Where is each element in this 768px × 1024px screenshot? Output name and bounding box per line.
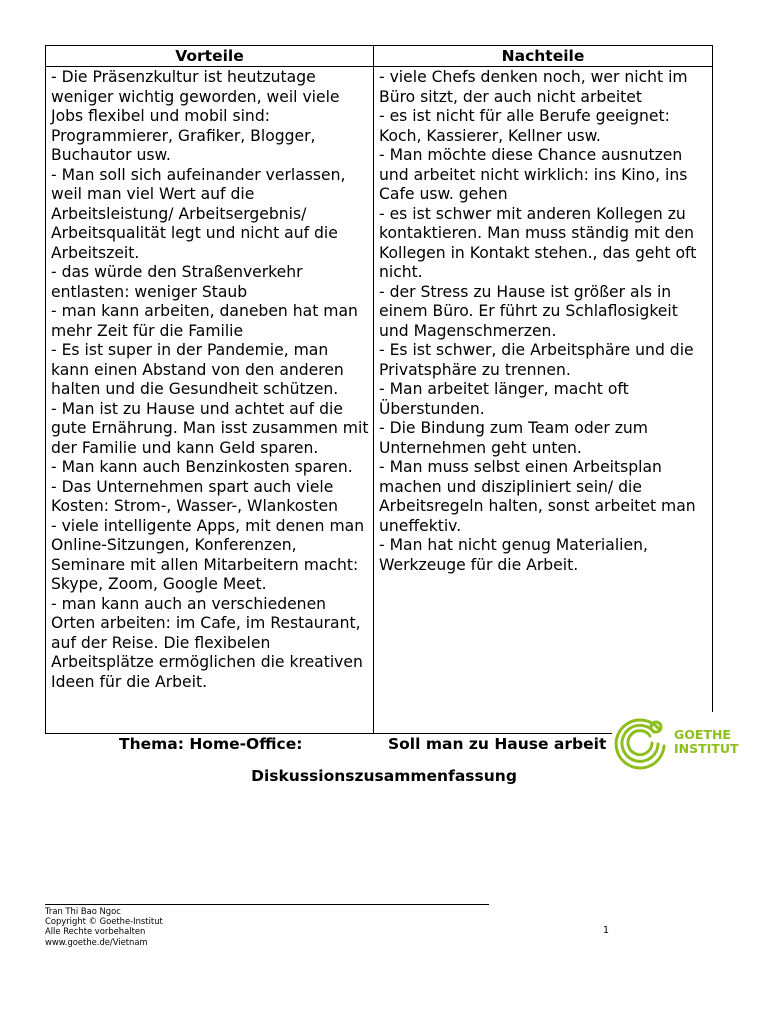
footer-copyright: Copyright © Goethe-Institut bbox=[45, 916, 163, 927]
footer bbox=[45, 906, 163, 947]
theme-title: Thema: Home-Office: bbox=[119, 735, 303, 753]
con-point: - Man arbeitet länger, macht oft Überstunden. bbox=[379, 380, 629, 418]
goethe-spiral-icon bbox=[612, 714, 672, 770]
footer-url: www.goethe.de/Vietnam bbox=[45, 936, 148, 947]
footer-author: Tran Thi Bao Ngoc bbox=[45, 906, 121, 916]
con-point: - Man möchte diese Chance ausnutzen und arbeitet nicht wirklich: ins Kino, ins Cafe usw. gehen bbox=[379, 146, 688, 203]
pros-cell bbox=[46, 67, 374, 734]
pro-point: - Man ist zu Hause und achtet auf die gute Ernährung. Man isst zusammen mit der Familie und kann Geld sparen. bbox=[51, 399, 369, 457]
con-point: - Es ist schwer, die Arbeitsphäre und die Privatsphäre zu trennen. bbox=[379, 341, 694, 379]
goethe-institut-logo bbox=[612, 712, 768, 772]
pro-point: - man kann arbeiten, daneben hat man mehr Zeit für die Familie bbox=[51, 302, 358, 340]
logo-line-2: INSTITUT bbox=[674, 741, 739, 756]
page-number: 1 bbox=[603, 925, 610, 936]
cons-cell bbox=[374, 67, 713, 734]
pro-point: - Es ist super in der Pandemie, man kann einen Abstand von den anderen halten und die Gesundheit schützen. bbox=[51, 341, 344, 398]
con-point: - viele Chefs denken noch, wer nicht im Büro sitzt, der auch nicht arbeitet bbox=[379, 68, 688, 106]
con-point: - es ist nicht für alle Berufe geeignet: Koch, Kassierer, Kellner usw. bbox=[379, 107, 670, 145]
page-subtitle: Diskussionszusammenfassung bbox=[251, 767, 517, 785]
logo-wordmark bbox=[674, 728, 739, 756]
con-point: - Man muss selbst einen Arbeitsplan machen und diszipliniert sein/ die Arbeitsregeln halten, sonst arbeitet man uneffektiv. bbox=[379, 458, 696, 535]
con-point: - der Stress zu Hause ist größer als in einem Büro. Er führt zu Schlaflosigkeit und Magenschmerzen. bbox=[379, 282, 678, 340]
logo-line-1: GOETHE bbox=[674, 727, 731, 742]
con-point: - Man hat nicht genug Materialien, Werkzeuge für die Arbeit. bbox=[379, 536, 648, 574]
con-point: - es ist schwer mit anderen Kollegen zu kontaktieren. Man muss ständig mit den Kollegen in Kontakt stehen., das geht oft nicht. bbox=[379, 204, 697, 281]
theme-question: Soll man zu Hause arbeit bbox=[388, 735, 607, 753]
footer-rights: Alle Rechte vorbehalten bbox=[45, 926, 146, 937]
con-point: - Die Bindung zum Team oder zum Unternehmen geht unten. bbox=[379, 419, 648, 457]
pro-point: - Das Unternehmen spart auch viele Kosten: Strom-, Wasser-, Wlankosten bbox=[51, 477, 338, 515]
pro-point: - man kann auch an verschiedenen Orten arbeiten: im Cafe, im Restaurant, auf der Reise. Die flexibelen Arbeitsplätze ermöglichen die kreativen Ideen für die Arbeit. bbox=[51, 594, 363, 691]
pro-point: - Man kann auch Benzinkosten sparen. bbox=[51, 458, 353, 476]
pro-point: - viele intelligente Apps, mit denen man Online-Sitzungen, Konferenzen, Seminare mit allen Mitarbeitern macht: Skype, Zoom, Google Meet. bbox=[51, 516, 365, 593]
header-cons: Nachteile bbox=[374, 46, 713, 67]
header-pros: Vorteile bbox=[46, 46, 374, 67]
pro-point: - Man soll sich aufeinander verlassen, weil man viel Wert auf die Arbeitsleistung/ Arbeitsergebnis/ Arbeitsqualität legt und nicht auf die Arbeitszeit. bbox=[51, 165, 346, 262]
pro-point: - das würde den Straßenverkehr entlasten: weniger Staub bbox=[51, 263, 303, 301]
pros-cons-table bbox=[45, 45, 713, 734]
pro-point: - Die Präsenzkultur ist heutzutage weniger wichtig geworden, weil viele Jobs flexibel und mobil sind: Programmierer, Grafiker, Blogger, Buchautor usw. bbox=[51, 68, 340, 164]
footer-divider bbox=[45, 904, 489, 905]
